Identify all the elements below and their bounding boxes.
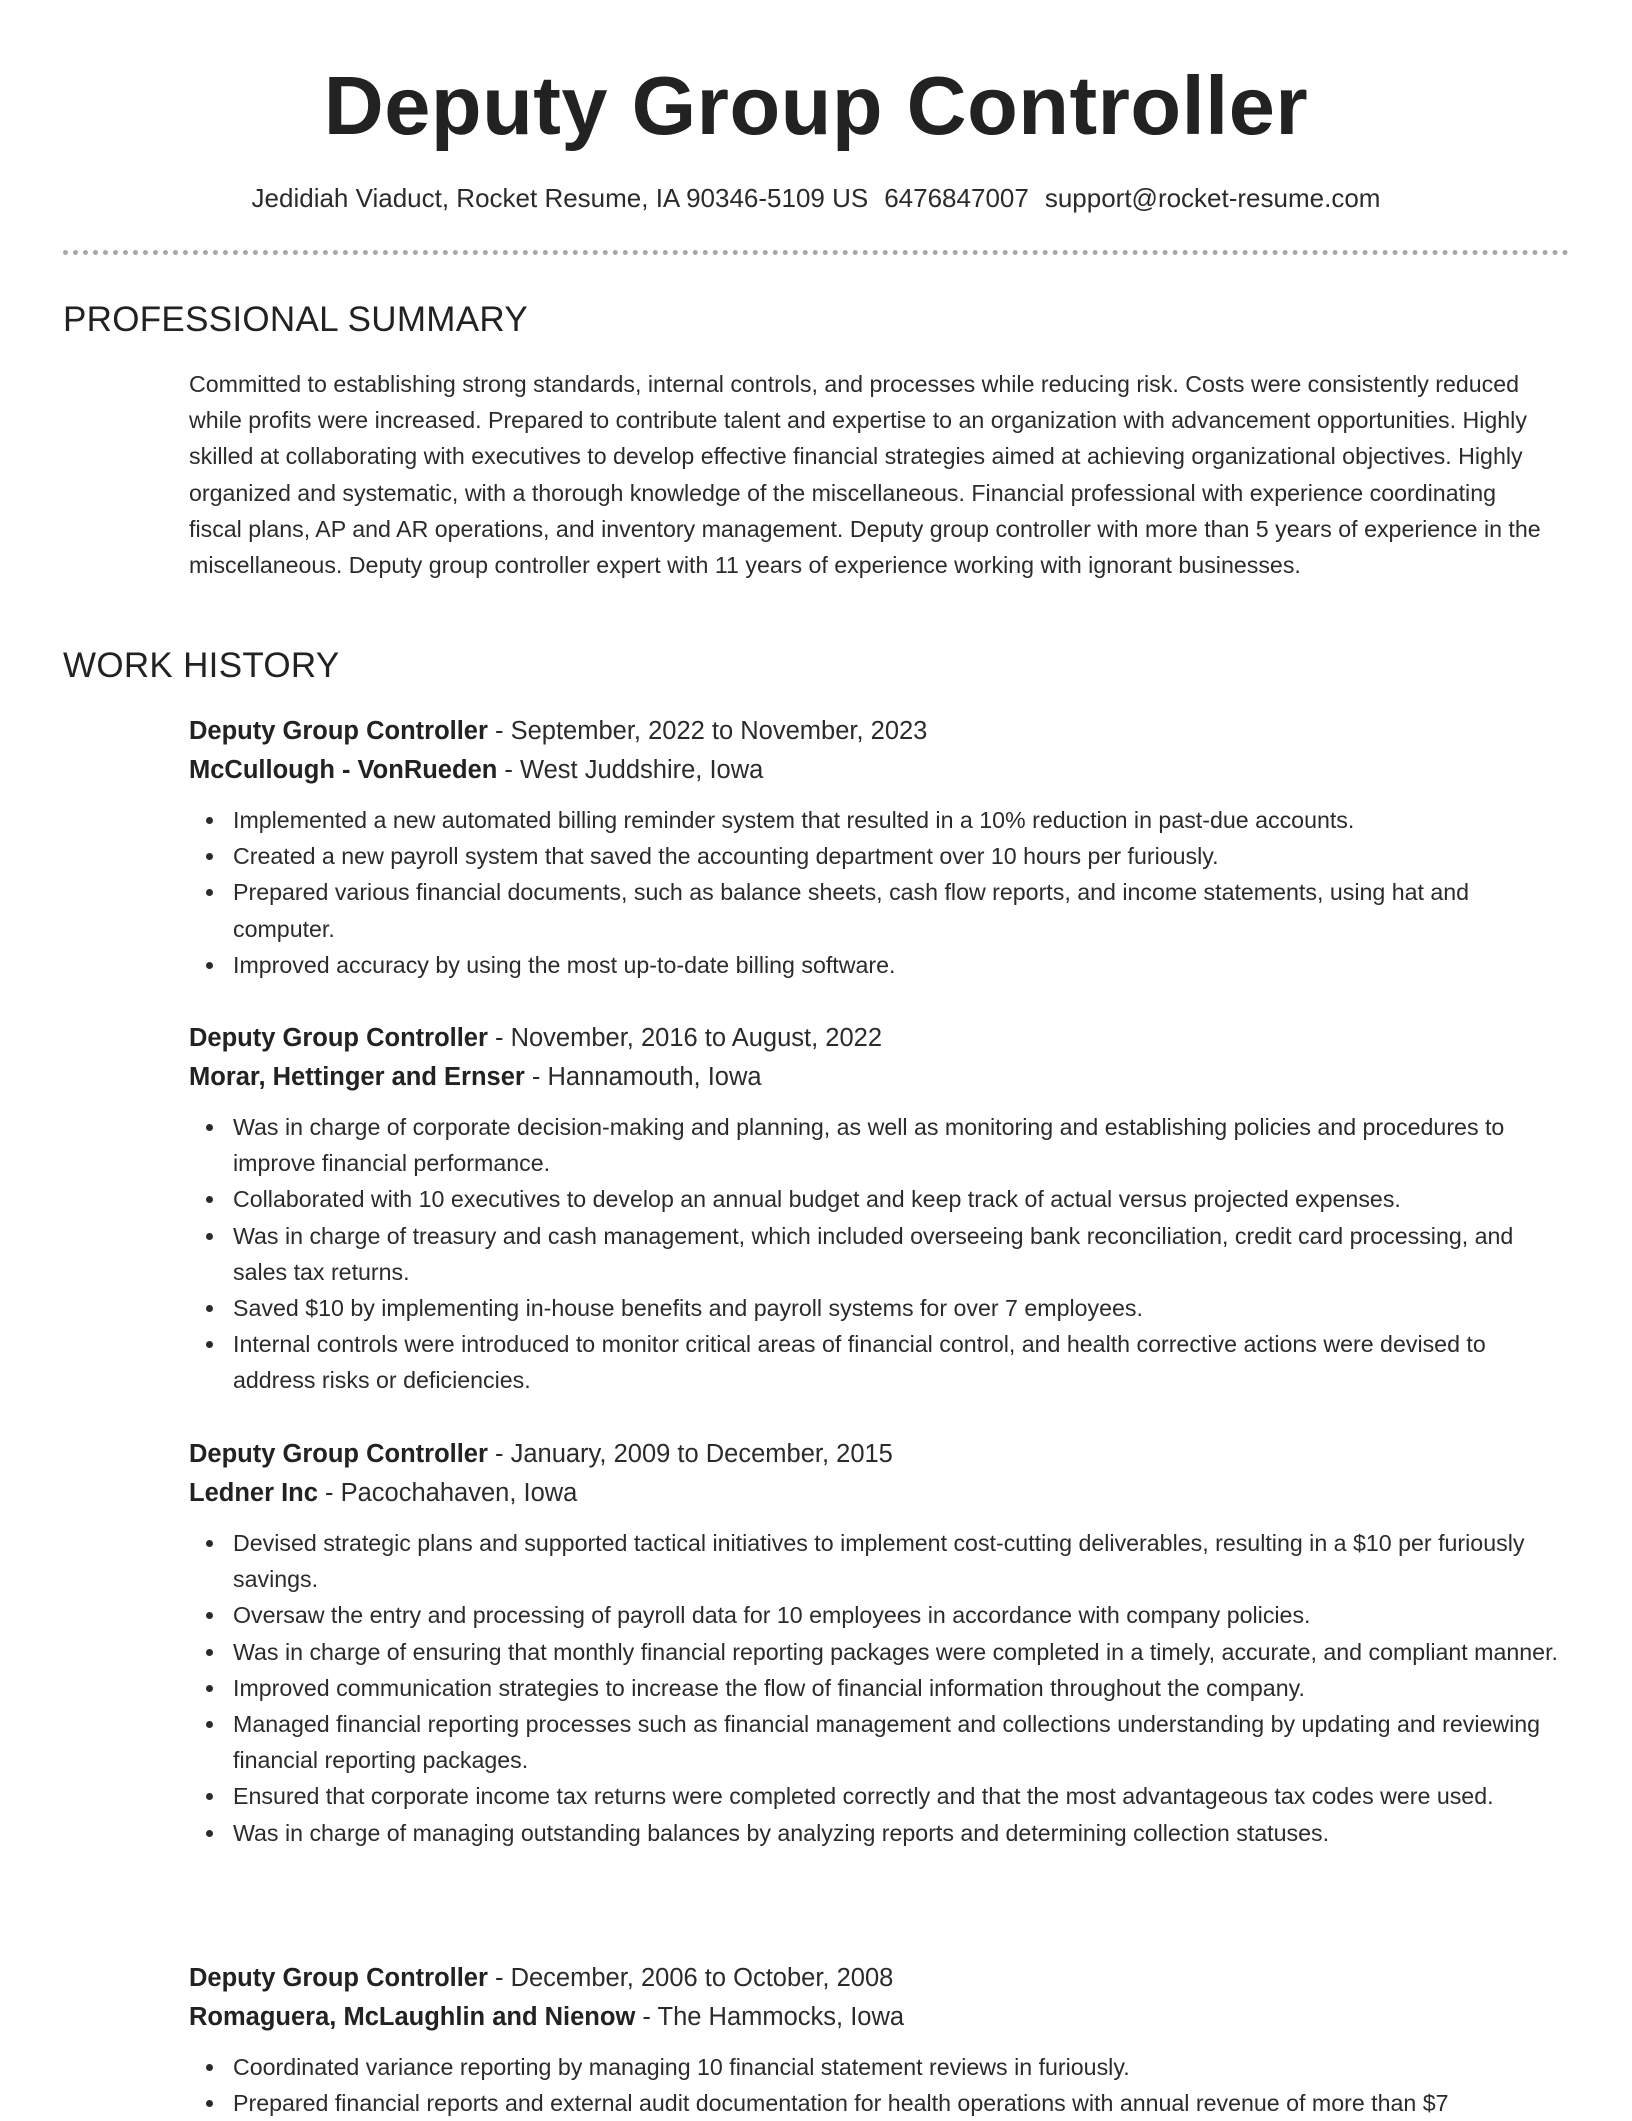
job-bullet: Managed financial reporting processes such as financial management and collections understanding by updating and reviewing financial reporting packages.	[233, 1706, 1569, 1778]
job-entry	[189, 1959, 1569, 2121]
job-company-line	[189, 1998, 1569, 2037]
job-bullet: Saved $10 by implementing in-house benefits and payroll systems for over 7 employees.	[233, 1290, 1569, 1326]
job-role: Deputy Group Controller	[189, 717, 488, 745]
job-bullet: Implemented a new automated billing reminder system that resulted in a 10% reduction in past-due accounts.	[233, 802, 1569, 838]
job-bullet-list	[189, 1109, 1569, 1399]
job-bullet: Prepared various financial documents, such as balance sheets, cash flow reports, and income statements, using hat and computer.	[233, 874, 1569, 946]
job-company: Romaguera, McLaughlin and Nienow	[189, 2003, 636, 2031]
contact-address: Jedidiah Viaduct, Rocket Resume, IA 90346-5109 US	[251, 183, 869, 213]
job-bullet: Improved communication strategies to increase the flow of financial information throughout the company.	[233, 1670, 1569, 1706]
job-dates: - November, 2016 to August, 2022	[487, 1024, 883, 1052]
job-bullet-list	[189, 1525, 1569, 1851]
job-bullet: Created a new payroll system that saved the accounting department over 10 hours per furiously.	[233, 838, 1569, 874]
job-role: Deputy Group Controller	[189, 1024, 488, 1052]
job-company: McCullough - VonRueden	[189, 756, 498, 784]
job-bullet: Ensured that corporate income tax returns were completed correctly and that the most advantageous tax codes were used.	[233, 1778, 1569, 1814]
job-company: Morar, Hettinger and Ernser	[189, 1063, 525, 1091]
contact-line	[0, 180, 1632, 216]
job-bullet: Oversaw the entry and processing of payroll data for 10 employees in accordance with company policies.	[233, 1597, 1569, 1633]
contact-phone: 6476847007	[884, 183, 1029, 213]
job-bullet: Was in charge of corporate decision-making and planning, as well as monitoring and establishing policies and procedures to improve financial performance.	[233, 1109, 1569, 1181]
job-bullet: Coordinated variance reporting by managing 10 financial statement reviews in furiously.	[233, 2049, 1569, 2085]
job-bullet-list	[189, 2049, 1569, 2121]
job-title-line	[189, 1019, 1569, 1058]
job-dates: - September, 2022 to November, 2023	[487, 717, 928, 745]
job-company-line	[189, 751, 1569, 790]
job-company-line	[189, 1474, 1569, 1513]
job-title-line	[189, 1435, 1569, 1474]
job-location: - Pacochahaven, Iowa	[317, 1479, 578, 1507]
job-location: - The Hammocks, Iowa	[635, 2003, 905, 2031]
summary-text: Committed to establishing strong standards, internal controls, and processes while reducing risk. Costs were consistently reduced while profits were increased. Prepared to contribute talent and expertise to an organization with advancement opportunities. Highly skilled at collaborating with executives to develop effective financial strategies aimed at achieving organizational objectives. Highly organized and systematic, with a thorough knowledge of the miscellaneous. Financial professional with experience coordinating fiscal plans, AP and AR operations, and inventory management. Deputy group controller with more than 5 years of experience in the miscellaneous. Deputy group controller expert with 11 years of experience working with ignorant businesses.	[189, 371, 1541, 579]
section-title-summary: PROFESSIONAL SUMMARY	[63, 300, 528, 339]
job-bullet: Collaborated with 10 executives to develop an annual budget and keep track of actual versus projected expenses.	[233, 1181, 1569, 1217]
job-location: - West Juddshire, Iowa	[497, 756, 764, 784]
job-bullet: Was in charge of managing outstanding balances by analyzing reports and determining collection statuses.	[233, 1815, 1569, 1851]
job-entry	[189, 712, 1569, 983]
job-role: Deputy Group Controller	[189, 1964, 488, 1992]
page-title: Deputy Group Controller	[323, 59, 1309, 152]
job-dates: - January, 2009 to December, 2015	[487, 1440, 893, 1468]
job-entry	[189, 1435, 1569, 1851]
job-bullet: Was in charge of ensuring that monthly financial reporting packages were completed in a timely, accurate, and compliant manner.	[233, 1634, 1569, 1670]
job-company-line	[189, 1058, 1569, 1097]
job-entry	[189, 1019, 1569, 1399]
job-dates: - December, 2006 to October, 2008	[487, 1964, 894, 1992]
job-bullet: Was in charge of treasury and cash management, which included overseeing bank reconciliation, credit card processing, and sales tax returns.	[233, 1218, 1569, 1290]
job-location: - Hannamouth, Iowa	[524, 1063, 762, 1091]
job-title-line	[189, 712, 1569, 751]
job-bullet: Devised strategic plans and supported tactical initiatives to implement cost-cutting deliverables, resulting in a $10 per furiously savings.	[233, 1525, 1569, 1597]
job-bullet: Internal controls were introduced to monitor critical areas of financial control, and health corrective actions were devised to address risks or deficiencies.	[233, 1326, 1569, 1398]
job-bullet-list	[189, 802, 1569, 983]
job-bullet: Prepared financial reports and external audit documentation for health operations with annual revenue of more than $7	[233, 2085, 1569, 2121]
contact-email[interactable]: support@rocket-resume.com	[1044, 183, 1381, 213]
job-role: Deputy Group Controller	[189, 1440, 488, 1468]
section-title-work-history: WORK HISTORY	[63, 646, 340, 685]
job-bullet: Improved accuracy by using the most up-to-date billing software.	[233, 947, 1569, 983]
header-divider	[63, 250, 1569, 255]
job-company: Ledner Inc	[189, 1479, 318, 1507]
job-title-line	[189, 1959, 1569, 1998]
